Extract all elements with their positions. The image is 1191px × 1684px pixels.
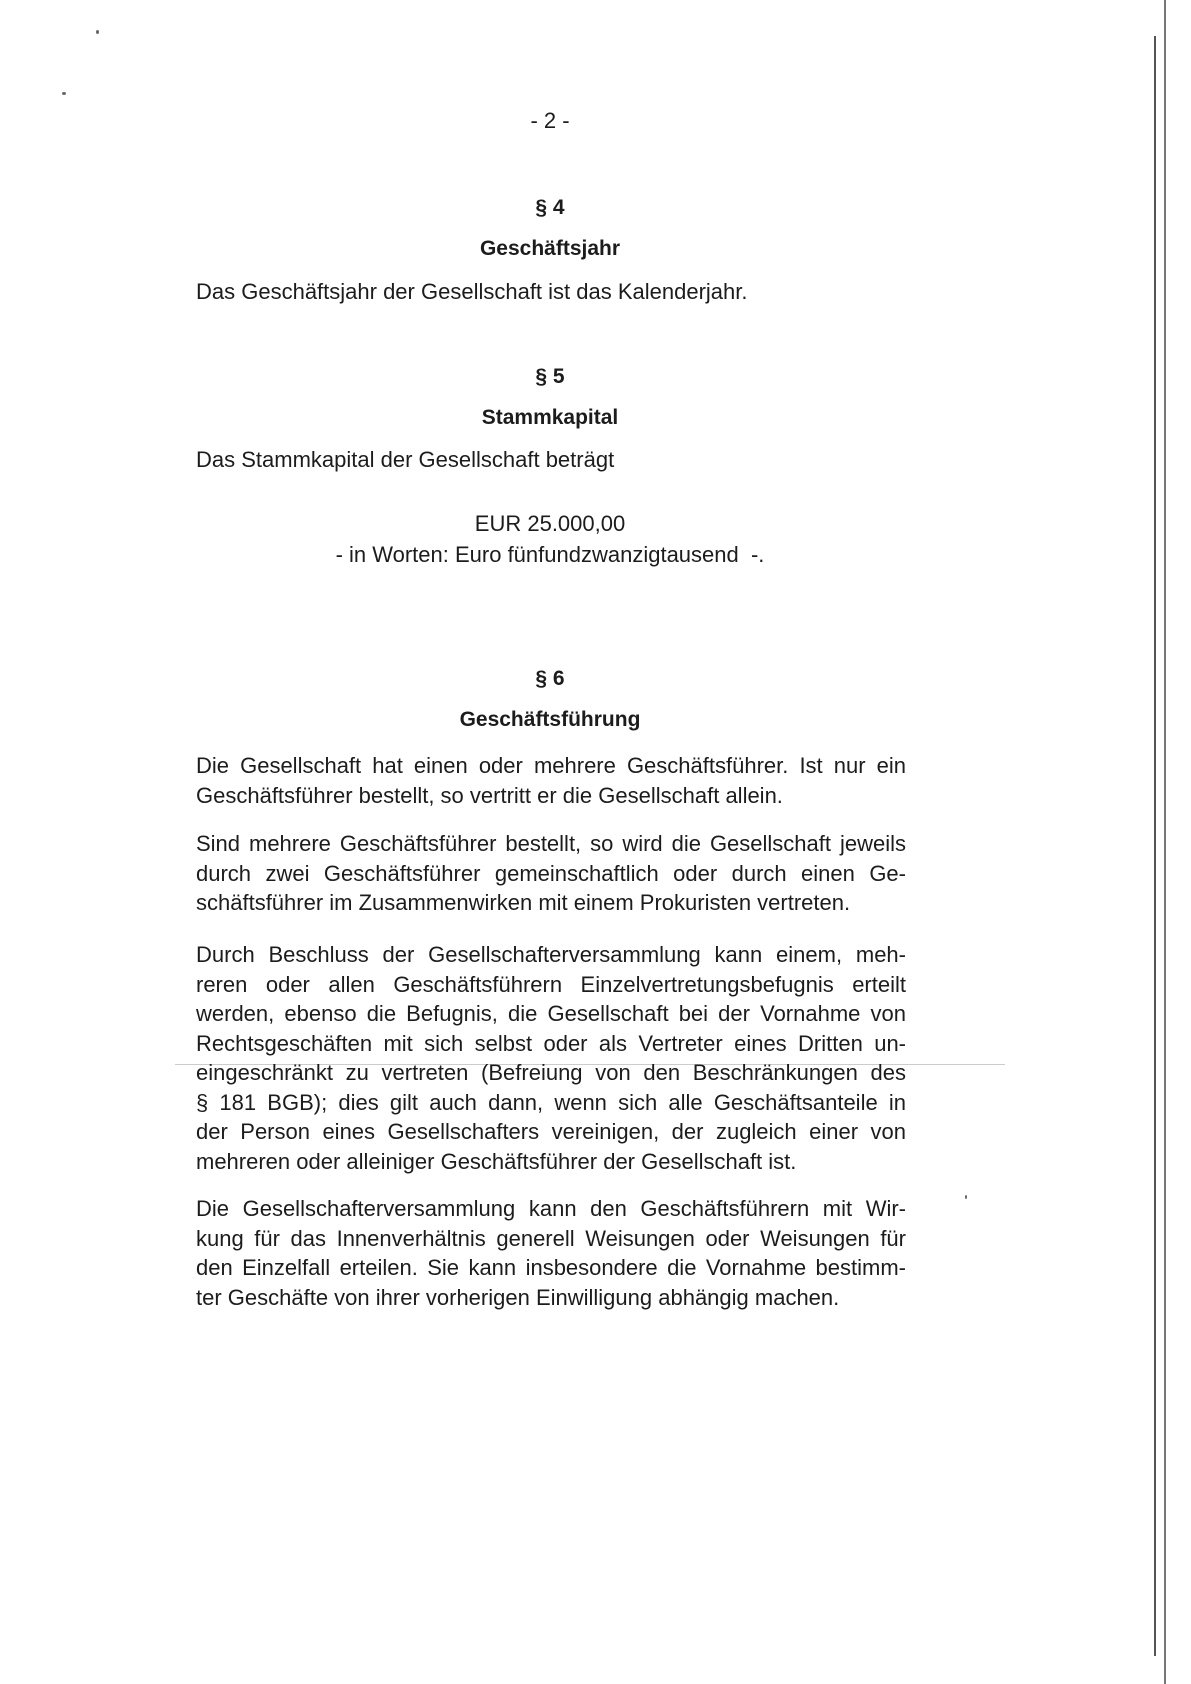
paragraph-line: Die Gesellschafterversammlung kann den Geschäftsführern mit Wir-	[196, 1196, 906, 1221]
section-6-paragraph-4	[196, 1194, 906, 1312]
paragraph-line: Sind mehrere Geschäftsführer bestellt, so wird die Gesellschaft jeweils	[196, 831, 906, 856]
section-6-paragraph-2	[196, 829, 906, 918]
scan-speck	[965, 1195, 967, 1199]
paragraph-line: ter Geschäfte von ihrer vorherigen Einwilligung abhängig machen.	[196, 1284, 840, 1310]
capital-amount-words: - in Worten: Euro fünfundzwanzigtausend -.	[335, 542, 765, 567]
paragraph-line: kung für das Innenverhältnis generell Weisungen oder Weisungen für	[196, 1225, 906, 1251]
paragraph-line: reren oder allen Geschäftsführern Einzelvertretungsbefugnis erteilt	[196, 971, 906, 997]
section-4-text: Das Geschäftsjahr der Gesellschaft ist das Kalenderjahr.	[196, 279, 748, 304]
paragraph-line: der Person eines Gesellschafters vereinigen, der zugleich einer von	[196, 1119, 906, 1144]
paragraph-line: durch zwei Geschäftsführer gemeinschaftlich oder durch einen Ge-	[196, 860, 906, 886]
paragraph-line: werden, ebenso die Befugnis, die Gesellschaft bei der Vornahme von	[196, 1001, 906, 1026]
paragraph-line: mehreren oder alleiniger Geschäftsführer der Gesellschaft ist.	[196, 1148, 797, 1174]
section-4-number: § 4	[535, 196, 565, 219]
capital-amount: EUR 25.000,00	[474, 511, 626, 536]
paragraph-line: schäftsführer im Zusammenwirken mit einem Prokuristen vertreten.	[196, 890, 851, 915]
scan-edge-line	[1164, 0, 1166, 1684]
section-5-number: § 5	[535, 365, 565, 388]
scan-speck	[62, 92, 66, 95]
section-5-title: Stammkapital	[481, 406, 619, 429]
paragraph-line: Rechtsgeschäften mit sich selbst oder als Vertreter eines Dritten un-	[196, 1030, 906, 1056]
paragraph-line: Geschäftsführer bestellt, so vertritt er die Gesellschaft allein.	[196, 782, 783, 808]
page-number: - 2 -	[530, 108, 570, 133]
scan-edge-line	[1154, 36, 1156, 1656]
section-6-paragraph-1	[196, 751, 906, 810]
section-6-number: § 6	[535, 667, 565, 690]
paragraph-line: § 181 BGB); dies gilt auch dann, wenn sich alle Geschäftsanteile in	[196, 1089, 906, 1115]
paragraph-line: den Einzelfall erteilen. Sie kann insbesondere die Vornahme bestimm-	[196, 1255, 906, 1280]
paragraph-line: eingeschränkt zu vertreten (Befreiung von den Beschränkungen des	[196, 1060, 906, 1085]
section-5-intro: Das Stammkapital der Gesellschaft beträgt	[196, 447, 615, 472]
scan-speck	[96, 30, 99, 34]
section-4-title: Geschäftsjahr	[479, 237, 621, 260]
paragraph-line: Durch Beschluss der Gesellschafterversammlung kann einem, meh-	[196, 942, 906, 967]
paragraph-line: Die Gesellschaft hat einen oder mehrere Geschäftsführer. Ist nur ein	[196, 753, 906, 778]
section-6-title: Geschäftsführung	[459, 708, 641, 731]
section-6-paragraph-3	[196, 940, 906, 1176]
